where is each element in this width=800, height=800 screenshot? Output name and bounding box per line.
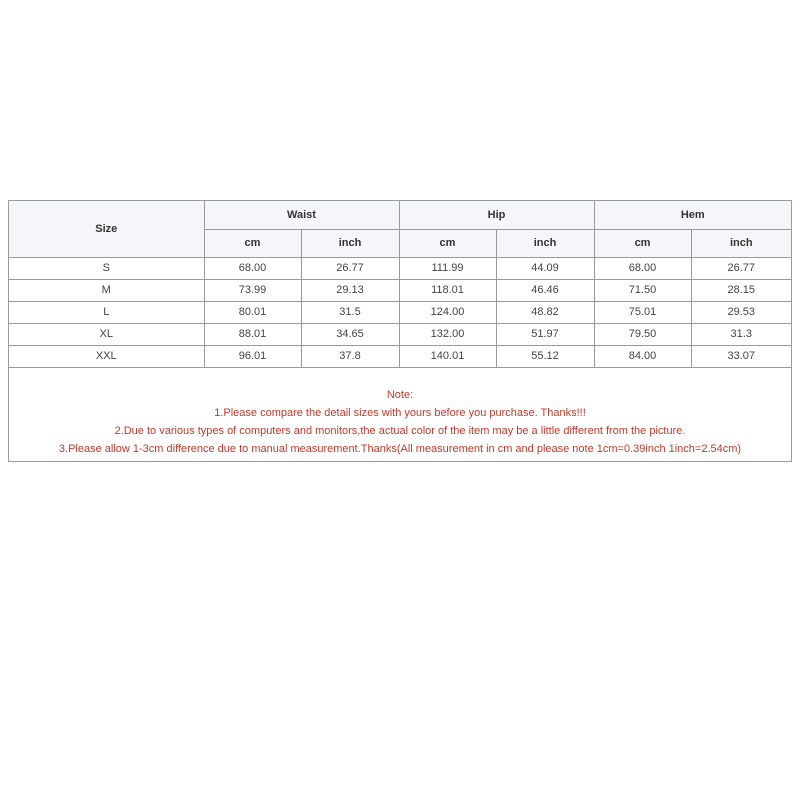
table-cell: 88.01	[204, 323, 301, 345]
unit-header: inch	[496, 229, 594, 257]
table-cell: 48.82	[496, 301, 594, 323]
table-cell: 96.01	[204, 345, 301, 367]
table-cell: 68.00	[204, 257, 301, 279]
size-header: Size	[9, 201, 204, 257]
table-cell: 79.50	[594, 323, 691, 345]
table-row	[9, 345, 791, 367]
size-cell: S	[9, 257, 204, 279]
table-row	[9, 301, 791, 323]
table-cell: 46.46	[496, 279, 594, 301]
table-cell: 33.07	[691, 345, 791, 367]
unit-header: inch	[301, 229, 399, 257]
table-cell: 29.13	[301, 279, 399, 301]
table-cell: 118.01	[399, 279, 496, 301]
table-cell: 124.00	[399, 301, 496, 323]
unit-header: inch	[691, 229, 791, 257]
table-cell: 55.12	[496, 345, 594, 367]
table-cell: 75.01	[594, 301, 691, 323]
group-header-waist: Waist	[204, 201, 399, 229]
table-cell: 84.00	[594, 345, 691, 367]
table-cell: 44.09	[496, 257, 594, 279]
size-cell: L	[9, 301, 204, 323]
table-cell: 26.77	[691, 257, 791, 279]
unit-header: cm	[204, 229, 301, 257]
size-cell: XL	[9, 323, 204, 345]
table-cell: 140.01	[399, 345, 496, 367]
notes-section	[9, 368, 791, 458]
table-cell: 73.99	[204, 279, 301, 301]
table-cell: 34.65	[301, 323, 399, 345]
table-row	[9, 279, 791, 301]
table-row	[9, 323, 791, 345]
header-row-groups	[9, 201, 791, 229]
unit-header: cm	[594, 229, 691, 257]
table-cell: 31.5	[301, 301, 399, 323]
table-cell: 51.97	[496, 323, 594, 345]
table-cell: 31.3	[691, 323, 791, 345]
note-title: Note:	[386, 388, 414, 401]
table-cell: 29.53	[691, 301, 791, 323]
note-line: 1.Please compare the detail sizes with yours before you purchase. Thanks!!!	[214, 406, 586, 419]
table-cell: 26.77	[301, 257, 399, 279]
size-cell: M	[9, 279, 204, 301]
size-chart	[8, 200, 792, 462]
group-header-hip: Hip	[399, 201, 594, 229]
table-cell: 132.00	[399, 323, 496, 345]
table-cell: 80.01	[204, 301, 301, 323]
table-cell: 68.00	[594, 257, 691, 279]
table-cell: 71.50	[594, 279, 691, 301]
table-cell: 37.8	[301, 345, 399, 367]
note-line: 2.Due to various types of computers and monitors,the actual color of the item may be a little different from the picture.	[114, 424, 686, 437]
group-header-hem: Hem	[594, 201, 791, 229]
size-cell: XXL	[9, 345, 204, 367]
table-cell: 111.99	[399, 257, 496, 279]
unit-header: cm	[399, 229, 496, 257]
note-line: 3.Please allow 1-3cm difference due to manual measurement.Thanks(All measurement in cm and please note 1cm=0.39inch 1inch=2.54cm)	[58, 442, 742, 455]
table-row	[9, 257, 791, 279]
size-table	[9, 201, 791, 368]
table-cell: 28.15	[691, 279, 791, 301]
